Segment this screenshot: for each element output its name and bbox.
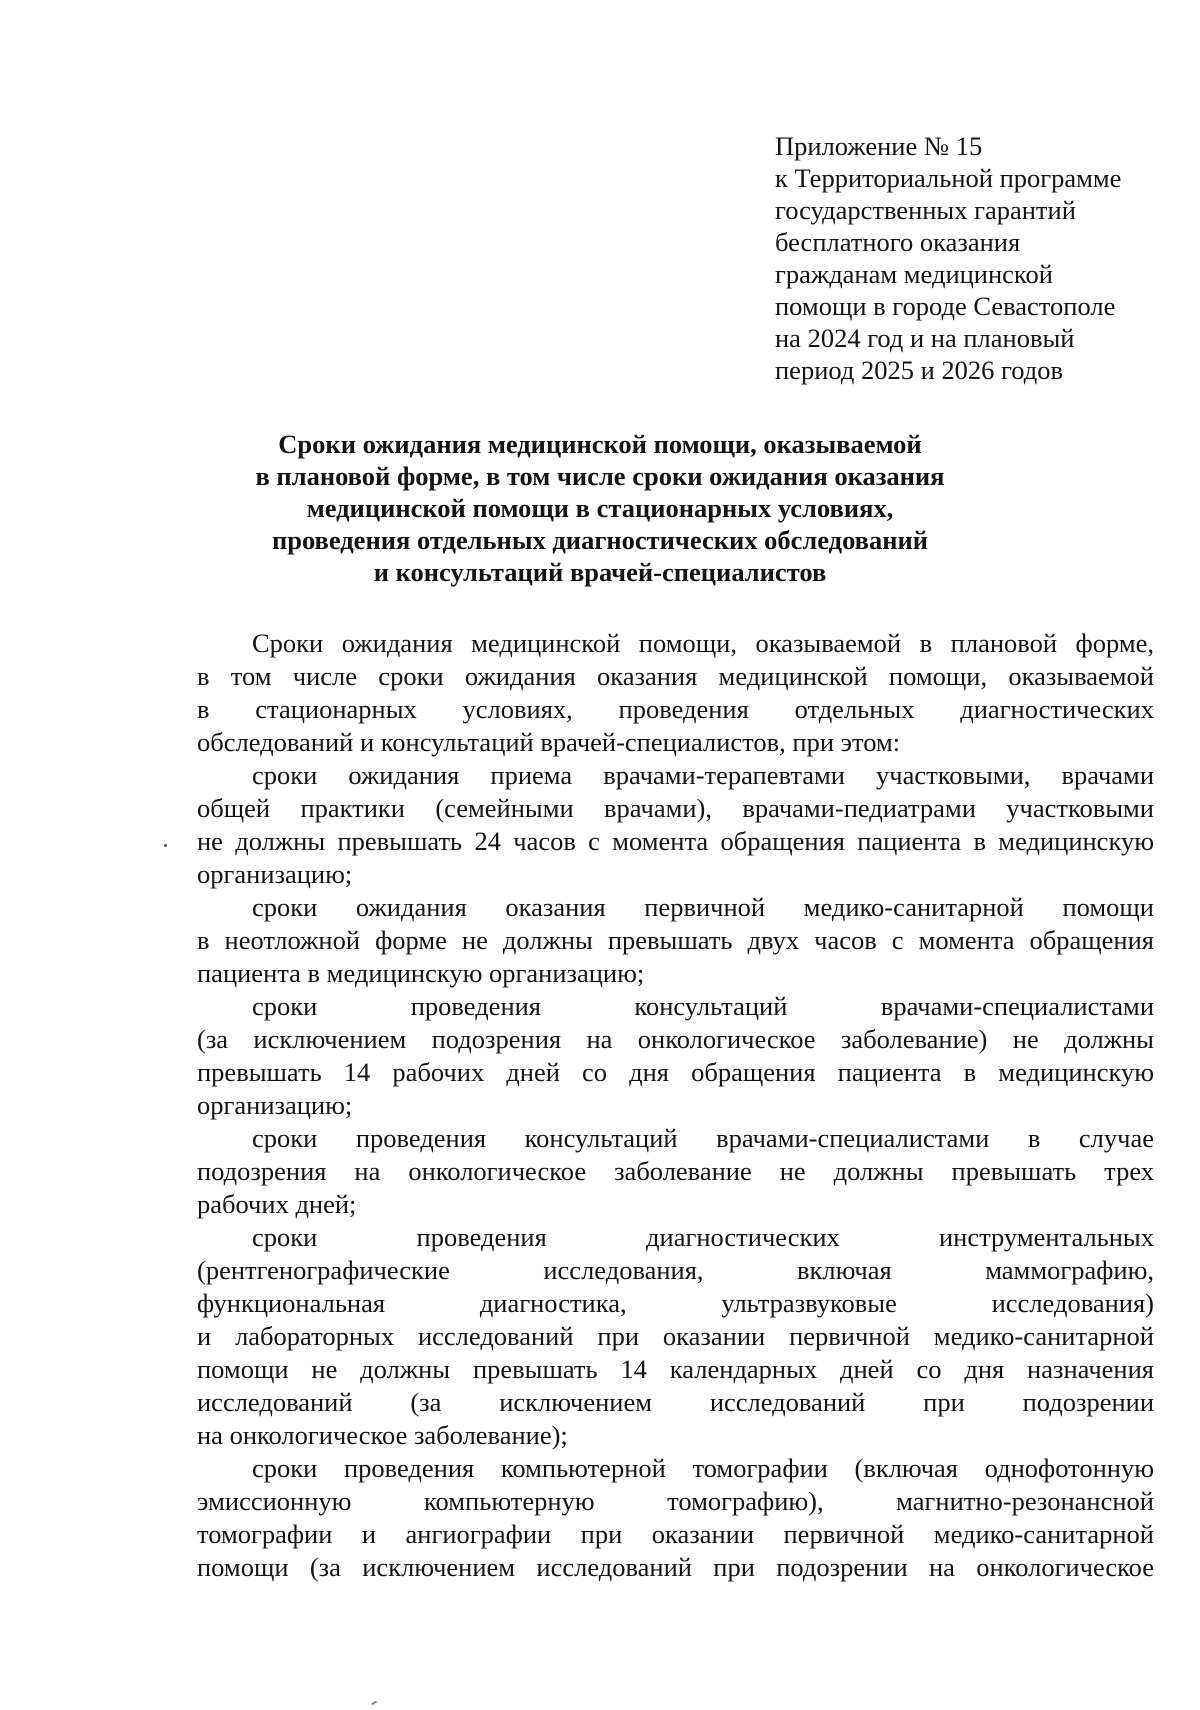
body-line: организацию;	[197, 859, 353, 889]
scan-mark	[371, 1701, 377, 1706]
body-line: не должны превышать 24 часов с момента обращения пациента в медицинскую	[197, 826, 1154, 856]
body-line: рабочих дней;	[197, 1189, 357, 1219]
body-line: сроки проведения консультаций врачами-специалистами в случае	[252, 1123, 1154, 1153]
appendix-line: Приложение № 15	[775, 131, 983, 161]
body-line: сроки проведения консультаций врачами-специалистами	[252, 991, 1154, 1021]
margin-dot	[164, 844, 167, 847]
body-line: обследований и консультаций врачей-специалистов, при этом:	[197, 727, 901, 757]
body-line: Сроки ожидания медицинской помощи, оказываемой в плановой форме,	[252, 628, 1154, 658]
appendix-heading	[775, 130, 1155, 386]
appendix-line: период 2025 и 2026 годов	[775, 355, 1063, 385]
body-line: и лабораторных исследований при оказании первичной медико-санитарной	[197, 1321, 1154, 1351]
paragraph-specialists	[197, 990, 1154, 1122]
body-line: помощи не должны превышать 14 календарных дней со дня назначения	[197, 1354, 1154, 1384]
title-line: Сроки ожидания медицинской помощи, оказываемой	[278, 429, 922, 459]
body-line: на онкологическое заболевание);	[197, 1420, 568, 1450]
body-line: общей практики (семейными врачами), врачами-педиатрами участковыми	[197, 793, 1154, 823]
body-line: функциональная диагностика, ультразвуковые исследования)	[197, 1288, 1154, 1318]
body-line: сроки ожидания оказания первичной медико-санитарной помощи	[252, 892, 1154, 922]
body-line: пациента в медицинскую организацию;	[197, 958, 645, 988]
appendix-line: гражданам медицинской	[775, 259, 1053, 289]
body-line: подозрения на онкологическое заболевание не должны превышать трех	[197, 1156, 1154, 1186]
body-line: исследований (за исключением исследований при подозрении	[197, 1387, 1154, 1417]
paragraph-therapists	[197, 759, 1154, 891]
body-line: организацию;	[197, 1090, 353, 1120]
title-line: медицинской помощи в стационарных условиях,	[306, 493, 894, 523]
title-line: в плановой форме, в том числе сроки ожидания оказания	[255, 461, 945, 491]
body-line: эмиссионную компьютерную томографию), магнитно-резонансной	[197, 1486, 1154, 1516]
appendix-line: бесплатного оказания	[775, 227, 1021, 257]
document-title	[250, 428, 950, 588]
appendix-line: помощи в городе Севастополе	[775, 291, 1116, 321]
paragraph-diagnostics	[197, 1221, 1154, 1452]
paragraph-tomography	[197, 1452, 1154, 1584]
body-line: помощи (за исключением исследований при подозрении на онкологическое	[197, 1552, 1154, 1582]
appendix-line: к Территориальной программе	[775, 163, 1122, 193]
appendix-line: государственных гарантий	[775, 195, 1076, 225]
title-line: и консультаций врачей-специалистов	[373, 557, 827, 587]
title-line: проведения отдельных диагностических обследований	[271, 525, 929, 555]
body-line: (рентгенографические исследования, включая маммографию,	[197, 1255, 1154, 1285]
body-line: в том числе сроки ожидания оказания медицинской помощи, оказываемой	[197, 661, 1154, 691]
body-line: в неотложной форме не должны превышать двух часов с момента обращения	[197, 925, 1154, 955]
document-body	[197, 627, 1154, 1584]
paragraph-oncology	[197, 1122, 1154, 1221]
body-line: в стационарных условиях, проведения отдельных диагностических	[197, 694, 1154, 724]
body-line: сроки ожидания приема врачами-терапевтами участковыми, врачами	[252, 760, 1154, 790]
appendix-line: на 2024 год и на плановый	[775, 323, 1075, 353]
paragraph-urgent	[197, 891, 1154, 990]
body-line: сроки проведения диагностических инструментальных	[252, 1222, 1154, 1252]
body-line: превышать 14 рабочих дней со дня обращения пациента в медицинскую	[197, 1057, 1154, 1087]
body-line: томографии и ангиографии при оказании первичной медико-санитарной	[197, 1519, 1154, 1549]
paragraph-intro	[197, 627, 1154, 759]
body-line: (за исключением подозрения на онкологическое заболевание) не должны	[197, 1024, 1154, 1054]
body-line: сроки проведения компьютерной томографии (включая однофотонную	[252, 1453, 1154, 1483]
